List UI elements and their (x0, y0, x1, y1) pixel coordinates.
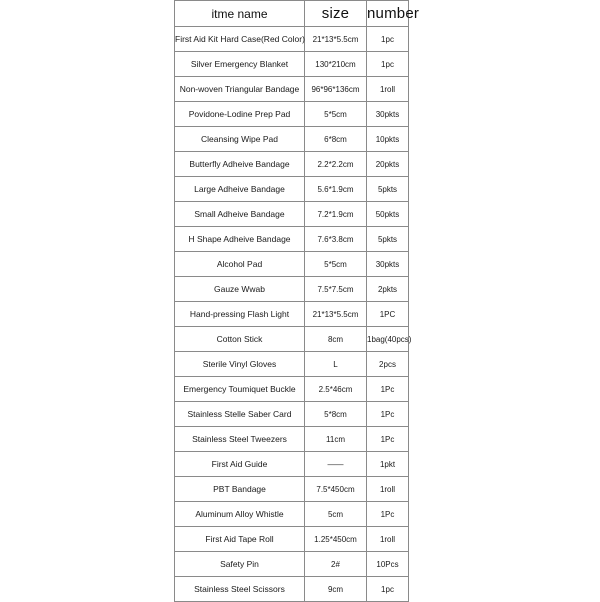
cell-number: 1Pc (367, 502, 409, 527)
cell-number: 5pkts (367, 227, 409, 252)
cell-number: 10Pcs (367, 552, 409, 577)
table-row (175, 252, 409, 277)
table-row (175, 302, 409, 327)
table-row (175, 452, 409, 477)
table-row (175, 127, 409, 152)
cell-item-name: Emergency Toumiquet Buckle (175, 377, 305, 402)
cell-size: 5.6*1.9cm (305, 177, 367, 202)
cell-number: 50pkts (367, 202, 409, 227)
cell-number: 1pc (367, 27, 409, 52)
cell-size: 6*8cm (305, 127, 367, 152)
table-row (175, 377, 409, 402)
cell-size: 11cm (305, 427, 367, 452)
cell-size: 7.6*3.8cm (305, 227, 367, 252)
cell-number: 1pc (367, 52, 409, 77)
cell-size: 21*13*5.5cm (305, 302, 367, 327)
cell-item-name: First Aid Kit Hard Case(Red Color) (175, 27, 305, 52)
table-row (175, 152, 409, 177)
cell-item-name: Small Adheive Bandage (175, 202, 305, 227)
cell-item-name: Stainless Steel Tweezers (175, 427, 305, 452)
header-item-name: itme name (175, 1, 305, 27)
cell-size: 21*13*5.5cm (305, 27, 367, 52)
table-row (175, 552, 409, 577)
cell-number: 30pkts (367, 252, 409, 277)
cell-size: 2# (305, 552, 367, 577)
cell-number: 1roll (367, 77, 409, 102)
cell-number: 30pkts (367, 102, 409, 127)
cell-item-name: PBT Bandage (175, 477, 305, 502)
cell-item-name: First Aid Guide (175, 452, 305, 477)
cell-item-name: Sterile Vinyl Gloves (175, 352, 305, 377)
cell-item-name: H Shape Adheive Bandage (175, 227, 305, 252)
table-row (175, 477, 409, 502)
cell-number: 1roll (367, 527, 409, 552)
cell-number: 1Pc (367, 377, 409, 402)
table-row (175, 577, 409, 602)
cell-number: 1pkt (367, 452, 409, 477)
cell-item-name: Large Adheive Bandage (175, 177, 305, 202)
cell-item-name: Povidone-Lodine Prep Pad (175, 102, 305, 127)
table-row (175, 227, 409, 252)
cell-size: 2.2*2.2cm (305, 152, 367, 177)
cell-item-name: Cleansing Wipe Pad (175, 127, 305, 152)
table-row (175, 402, 409, 427)
cell-number: 1PC (367, 302, 409, 327)
cell-size: 2.5*46cm (305, 377, 367, 402)
cell-item-name: Stainless Steel Scissors (175, 577, 305, 602)
cell-number: 1Pc (367, 427, 409, 452)
cell-number: 1Pc (367, 402, 409, 427)
cell-size: 7.5*450cm (305, 477, 367, 502)
table-row (175, 177, 409, 202)
cell-size: 5*5cm (305, 102, 367, 127)
item-table-container (174, 0, 420, 600)
cell-number: 2pcs (367, 352, 409, 377)
cell-item-name: Cotton Stick (175, 327, 305, 352)
cell-size: 8cm (305, 327, 367, 352)
cell-size: 7.2*1.9cm (305, 202, 367, 227)
cell-size: 9cm (305, 577, 367, 602)
table-row (175, 27, 409, 52)
cell-item-name: Gauze Wwab (175, 277, 305, 302)
cell-size: 1.25*450cm (305, 527, 367, 552)
cell-size: 5cm (305, 502, 367, 527)
item-table (174, 0, 420, 602)
header-size: size (305, 1, 367, 27)
cell-number: 10pkts (367, 127, 409, 152)
table-row (175, 502, 409, 527)
cell-item-name: Hand-pressing Flash Light (175, 302, 305, 327)
cell-number: 20pkts (367, 152, 409, 177)
header-number: number (367, 1, 409, 27)
cell-number: 1pc (367, 577, 409, 602)
cell-number: 1roll (367, 477, 409, 502)
cell-item-name: Stainless Stelle Saber Card (175, 402, 305, 427)
cell-item-name: Non-woven Triangular Bandage (175, 77, 305, 102)
table-row (175, 52, 409, 77)
table-row (175, 427, 409, 452)
cell-item-name: Butterfly Adheive Bandage (175, 152, 305, 177)
cell-size: 130*210cm (305, 52, 367, 77)
cell-size: L (305, 352, 367, 377)
table-row (175, 527, 409, 552)
cell-size: 7.5*7.5cm (305, 277, 367, 302)
table-header-row (175, 1, 409, 27)
cell-size: 5*5cm (305, 252, 367, 277)
table-row (175, 352, 409, 377)
cell-item-name: Safety Pin (175, 552, 305, 577)
table-row (175, 102, 409, 127)
cell-item-name: Alcohol Pad (175, 252, 305, 277)
cell-size: —— (305, 452, 367, 477)
table-row (175, 77, 409, 102)
cell-item-name: Silver Emergency Blanket (175, 52, 305, 77)
cell-size: 96*96*136cm (305, 77, 367, 102)
cell-size: 5*8cm (305, 402, 367, 427)
cell-item-name: Aluminum Alloy Whistle (175, 502, 305, 527)
table-row (175, 202, 409, 227)
cell-item-name: First Aid Tape Roll (175, 527, 305, 552)
table-body (175, 27, 412, 602)
cell-number: 5pkts (367, 177, 409, 202)
cell-number: 2pkts (367, 277, 409, 302)
table-row (175, 327, 409, 352)
table-row (175, 277, 409, 302)
cell-number: 1bag(40pcs) (367, 327, 409, 352)
